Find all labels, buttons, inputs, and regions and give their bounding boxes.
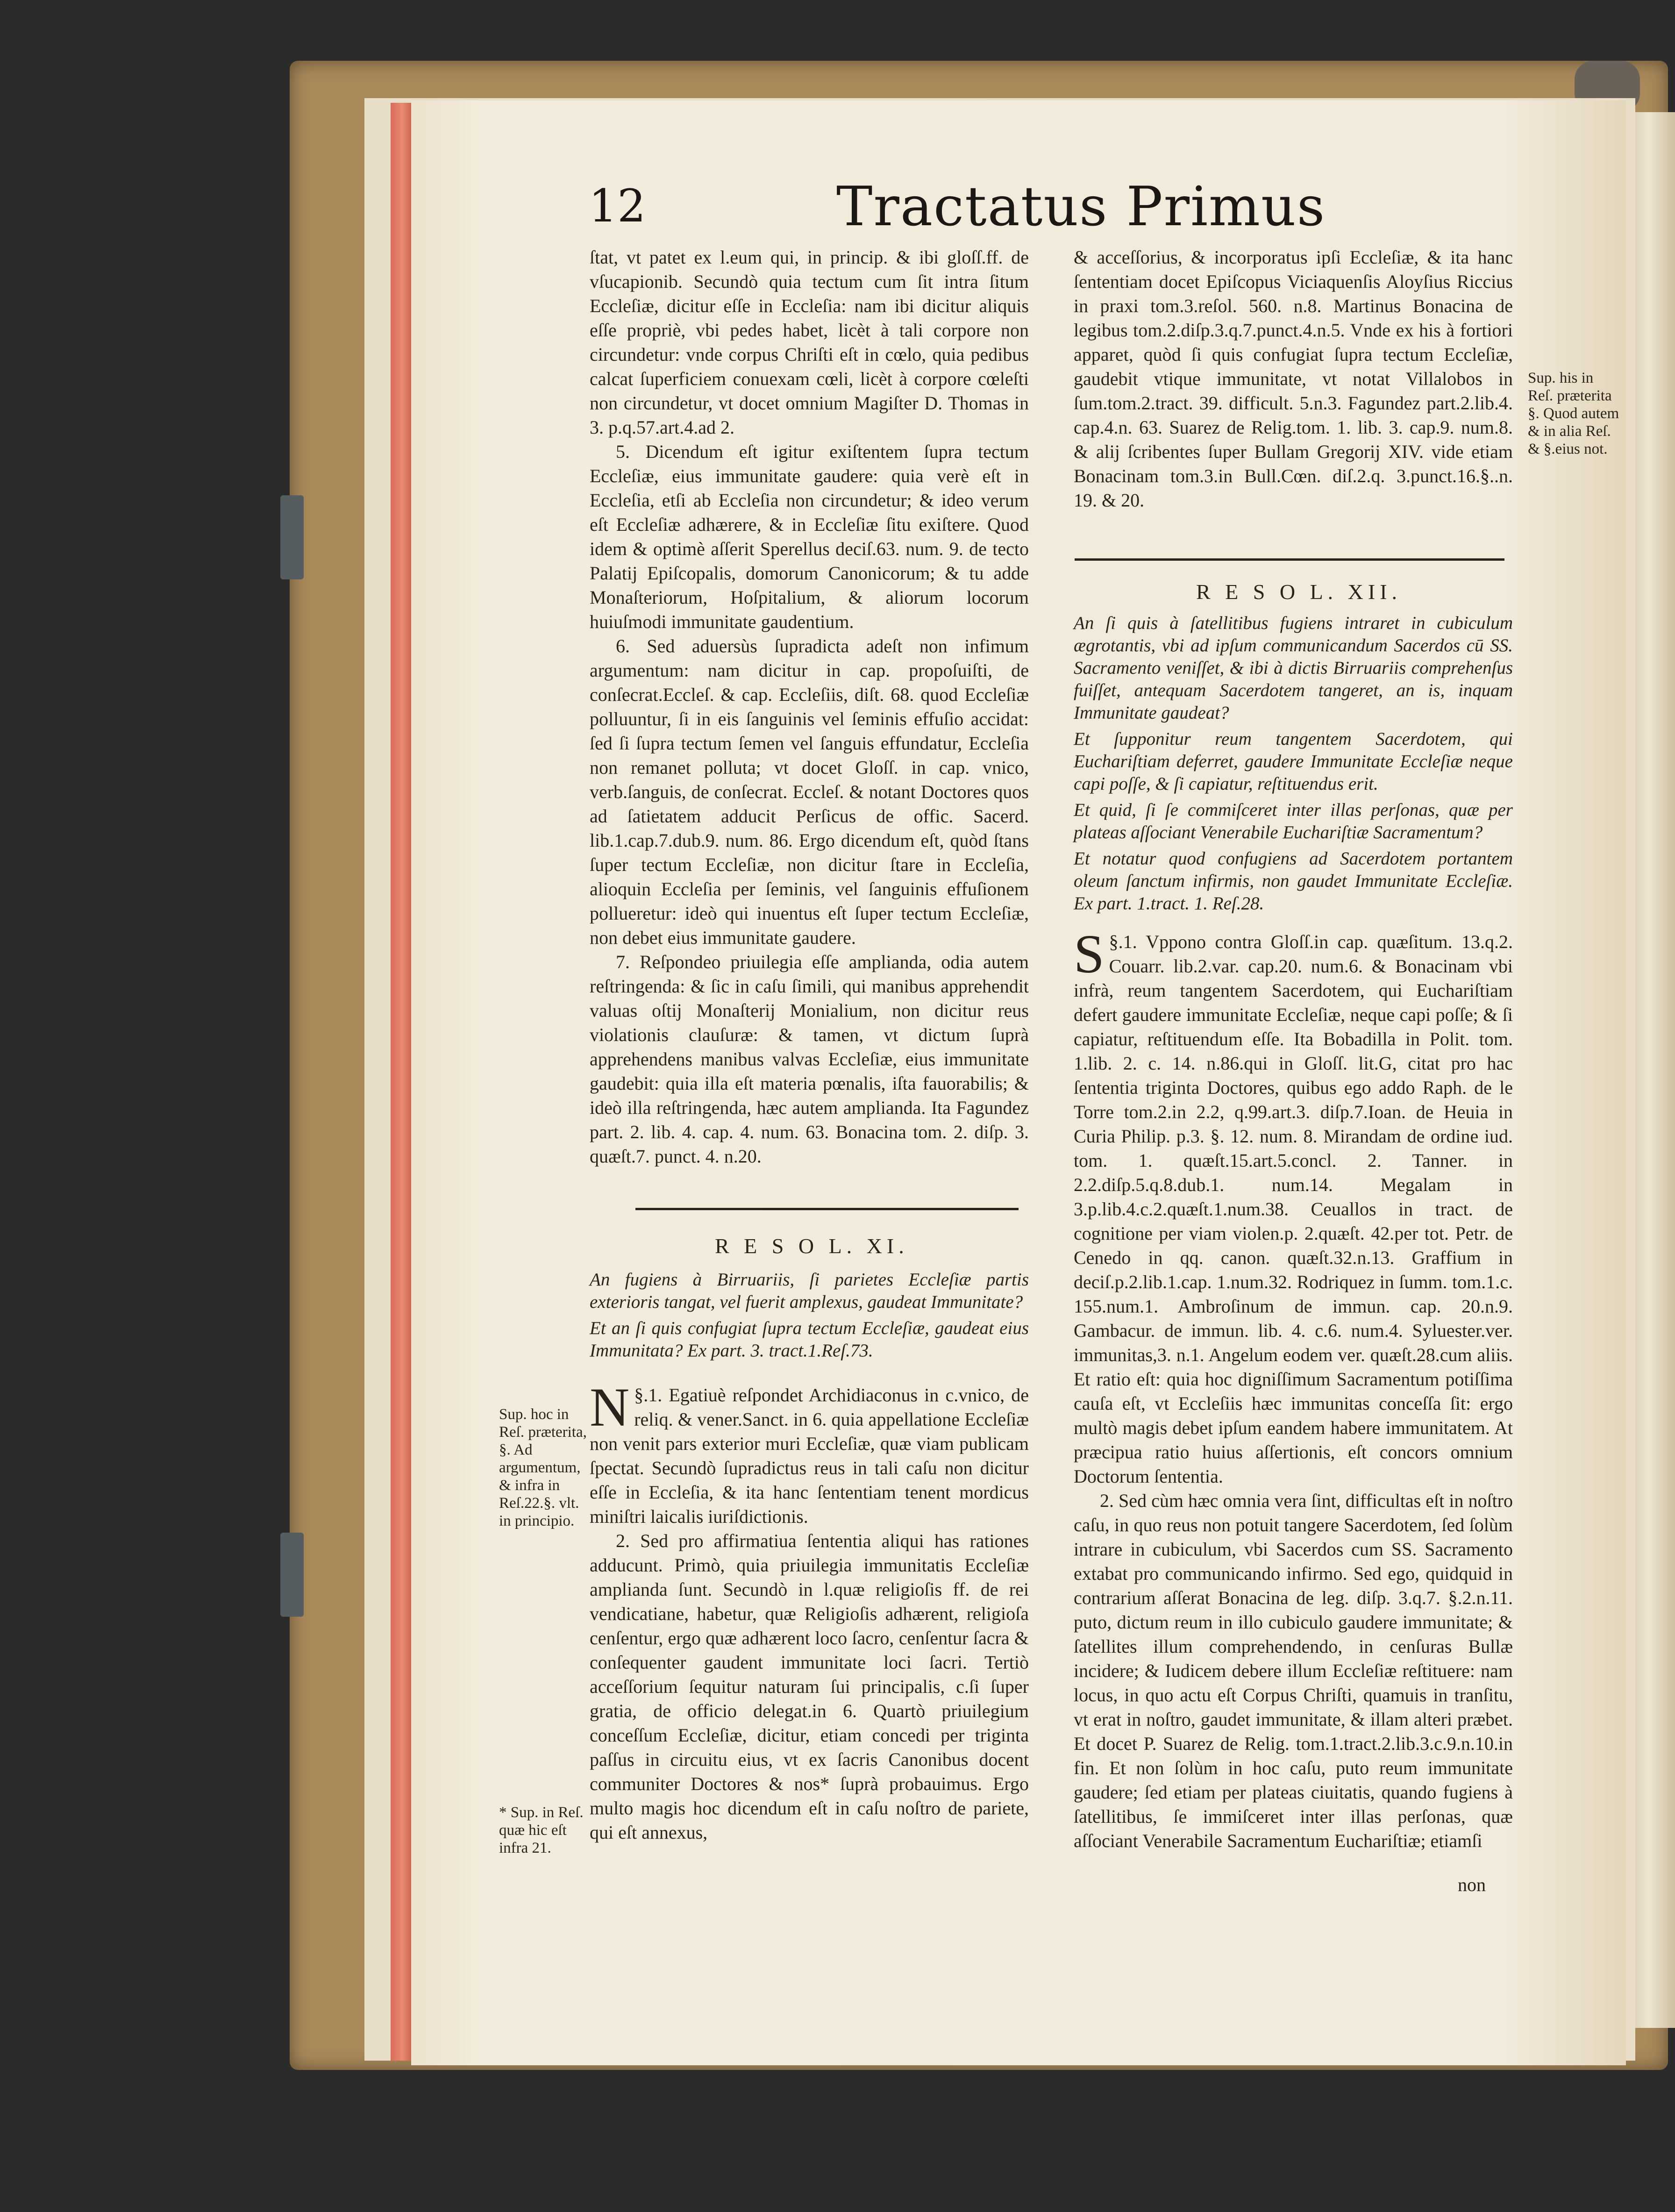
right-column-section <box>1074 923 1513 1853</box>
paragraph: 2. Sed cùm hæc omnia vera ſint, difficultas eſt in noſtro caſu, in quo reus non potuit tangere Sacerdotem, ſed ſolùm intrare in cubiculum, vbi Sacerdos cum SS. Sacramento extabat pro communicando infirmo. Sed ego, quidquid in contrarium aſſerat Bonacina de leg. diſp. 3.q.7. §.2.n.11. puto, dictum reum in illo cubiculo gaudere immunitate; & ſatellites illum comprehendendo, in cenſuras Bullæ incidere; & Iudicem debere illum Eccleſiæ reſtituere: nam locus, in quo actu eſt Corpus Chriſti, quamuis in tranſitu, vt erat in noſtro, gaudet immunitate, & illam alteri præbet. Et docet P. Suarez de Relig. tom.1.tract.2.lib.3.c.9.n.10.in fin. Et non ſolùm in hoc caſu, puto reum immunitate gaudere; ſed etiam per plateas ciuitatis, quando fugiens à ſatellitibus, ſe immiſceret inter illas perſonas, quæ aſſociant Venerabile Sacramentum Euchariſtiæ; etiamſi <box>1074 1490 1513 1851</box>
margin-note: Sup. hoc in Reſ. præterita, §. Ad argumentum, & infra in Reſ.22.§. vlt. in principio. <box>499 1406 587 1529</box>
left-column-text <box>590 245 1029 1169</box>
paragraph-text: §.1. Egatiuè reſpondet Archidiaconus in c.vnico, de reliq. & vener.Sanct. in 6. quia appellatione Eccleſiæ non venit pars exterior muri Eccleſiæ, quæ viam publicam ſpectat. Secundò ſupradictus reus in tali caſu non dicitur eſſe in Eccleſia, & ita hanc ſententiam tenent mordicus miniſtri laicalis iuriſdictionis. <box>590 1384 1029 1527</box>
resol-xii-questions <box>1074 612 1513 919</box>
left-column-section <box>590 1377 1029 1845</box>
paragraph: 2. Sed pro affirmatiua ſententia aliqui has rationes adducunt. Primò, quia priuilegia immunitatis Eccleſiæ amplianda ſunt. Secundò in l.quæ religioſis ff. de rei vendicatiane, habetur, quæ Religioſis adhærent, religioſa cenſentur, ergo quæ adhærent loco ſacro, cenſentur ſacra & conſequenter gaudent immunitate loci ſacri. Tertiò acceſſorium ſequitur naturam ſui principalis, c.ſi ſuper gratia, de officio delegat.in 6. Quartò priuilegium conceſſum Eccleſiæ, dicitur, etiam concedi per triginta paſſus in circuitu eius, vt ex ſacris Canonibus docent communiter Doctores & nos* ſuprà probauimus. Ergo multo magis hoc dicendum eſt in caſu noſtro de pariete, qui eſt annexus, <box>590 1530 1029 1843</box>
drop-cap: N <box>590 1377 630 1438</box>
question: Et notatur quod confugiens ad Sacerdotem portantem oleum ſanctum infirmis, non gaudet Immunitate Eccleſiæ. Ex part. 1.tract. 1. Reſ.28. <box>1074 849 1513 913</box>
page-number: 12 <box>589 180 646 232</box>
section-rule <box>1075 558 1504 561</box>
resol-heading-xi: R E S O L. XI. <box>715 1234 909 1258</box>
clasp-bottom <box>280 1533 304 1617</box>
red-page-edge <box>391 103 414 2061</box>
paragraph: 6. Sed aduersùs ſupradicta adeſt non infimum argumentum: nam dicitur in cap. propoſuiſti, de conſecrat.Eccleſ. & cap. Eccleſiis, diſt. 68. quod Eccleſiæ polluuntur, ſi in eis ſanguinis vel ſeminis effuſio accidat: ſed ſi ſupra tectum ſemen vel ſanguis effundatur, Eccleſia non remanet polluta; vt docet Gloſſ. in cap. vnico, verb.ſanguis, de conſecrat. Eccleſ. & notant Doctores quos ad ſatietatem adducit Perſicus de offic. Sacerd. lib.1.cap.7.dub.9. num. 86. Ergo dicendum eſt, quòd ſtans ſuper tectum Eccleſiæ, non dicitur ſtare in Eccleſia, alioquin Eccleſia per ſeminis, vel ſanguinis effuſionem pollueretur: ideò qui inuentus eſt ſuper tectum Eccleſiæ, non debet eius immunitate gaudere. <box>590 635 1029 948</box>
paragraph: & acceſſorius, & incorporatus ipſi Eccleſiæ, & ita hanc ſententiam docet Epiſcopus Viciaquenſis Aloyſius Riccius in praxi tom.3.reſol. 560. n.8. Martinus Bonacina de legibus tom.2.diſp.3.q.7.punct.4.n.5. Vnde ex his à fortiori apparet, quòd ſi quis confugiat ſupra tectum Eccleſiæ, gaudebit vtique immunitate, vt notat Villalobos in ſum.tom.2.tract. 39. difficult. 5.n.3. Fagundez part.2.lib.4. cap.4.n. 63. Suarez de Relig.tom. 1. lib. 3. cap.9. num.8. & alij ſcribentes ſuper Bullam Gregorij XIV. vide etiam Bonacinam tom.3.in Bull.Cœn. diſ.2.q. 3.punct.16.§..n. 19. & 20. <box>1074 247 1513 511</box>
running-head: Tractatus Primus <box>836 175 1326 238</box>
question: Et an ſi quis confugiat ſupra tectum Eccleſiæ, gaudeat eius Immunitata? Ex part. 3. tract.1.Reſ.73. <box>590 1318 1029 1361</box>
catchword: non <box>1458 1874 1486 1895</box>
question: Et ſupponitur reum tangentem Sacerdotem, qui Euchariſtiam deferret, gaudere Immunitate Eccleſiæ neque capi poſſe, & ſi capiatur, reſtituendus erit. <box>1074 729 1513 794</box>
paragraph-text: §.1. Vppono contra Gloſſ.in cap. quæſitum. 13.q.2. Couarr. lib.2.var. cap.20. num.6. & Bonacinam vbi infrà, reum tangentem Sacerdotem, qui Euchariſtiam defert gaudere immunitate Eccleſiæ, neque capi poſſe; & ſi capiatur, reſtituendum eſſe. Ita Bobadilla in Polit. tom. 1.lib. 2. c. 14. n.86.qui in Gloſſ. lit.G, citat pro hac ſententia triginta Doctores, quibus ego addo Raph. de le Torre tom.2.in 2.2, q.99.art.3. diſp.7.Ioan. de Heuia in Curia Philip. p.3. §. 12. num. 8. Mirandam de ordine iud. tom. 1. quæſt.15.art.5.concl. 2. Tanner. in 2.2.diſp.5.q.8.dub.1. num.14. Megalam in 3.p.lib.4.c.2.quæſt.1.num.38. Ceuallos in tract. de cognitione per viam violen.p. 2.quæſt. 42.per tot. Petr. de Cenedo in qq. canon. quæſt.32.n.13. Graffium in deciſ.p.2.lib.1.cap. 1.num.32. Rodriquez in ſumm. tom.1.c. 155.num.1. Ambroſinum de immun. cap. 20.n.9. Gambacur. de immun. lib. 4. c.6. num.4. Syluester.ver. immunitas,3. n.1. Angelum eodem ver. quæſt.28.cum aliis. Et ratio eſt: quia hoc digniſſimum Sacramentum potiſſima cauſa eſt, vt Eccleſiis hæc immunitas conceſſa ſit: ergo multò magis debet ipſum eandem habere immunitatem. At præcipua ratio huius aſſertionis, eſt concors omnium Doctorum ſententia. <box>1074 931 1513 1487</box>
paragraph <box>590 1377 1029 1529</box>
paragraph <box>1074 923 1513 1489</box>
margin-note: * Sup. in Reſ. quæ hic eſt infra 21. <box>499 1804 584 1856</box>
clasp-top <box>280 495 304 579</box>
facing-page-edge <box>1631 112 1675 2028</box>
margin-note: Sup. his in Reſ. præterita §. Quod autem & in alia Reſ. & §.eius not. <box>1528 370 1619 457</box>
paragraph: 5. Dicendum eſt igitur exiſtentem ſupra tectum Eccleſiæ, eius immunitate gaudere: quia verè eſt in Eccleſia, etſi ab Eccleſia non circundetur; & ideo verum eſt Eccleſiæ adhærere, & in Eccleſiæ ſitu exiſtere. Quod idem & optimè aſſerit Sperellus deciſ.63. num. 9. de tecto Palatij Epiſcopalis, domorum Canonicorum; & tu adde Monaſteriorum, Hoſpitalium, & aliorum locorum huiuſmodi immunitate gaudentium. <box>590 441 1029 632</box>
question: Et quid, ſi ſe commiſceret inter illas perſonas, quæ per plateas aſſociant Venerabile Euchariſtiæ Sacramentum? <box>1074 800 1513 842</box>
paragraph: 7. Reſpondeo priuilegia eſſe amplianda, odia autem reſtringenda: & ſic in caſu ſimili, qui manibus apprehendit valuas oſtij Monaſterij Monialium, non dicitur reus violationis clauſuræ: & tamen, vt dictum ſuprà apprehendens manibus valvas Eccleſiæ, eius immunitate gaudebit: quia illa eſt materia pœnalis, iſta fauorabilis; & ideò illa reſtringenda, hæc autem amplianda. Ita Fagundez part. 2. lib. 4. cap. 4. num. 63. Bonacina tom. 2. diſp. 3. quæſt.7. punct. 4. n.20. <box>590 951 1029 1167</box>
section-rule <box>635 1208 1019 1210</box>
question: An ſi quis à ſatellitibus fugiens intraret in cubiculum ægrotantis, vbi ad ipſum communicandum Sacerdos cū SS. Sacramento veniſſet, & ibi à dictis Birruariis comprehenſus fuiſſet, antequam Sacerdotem tangeret, an is, inquam Immunitate gaudeat? <box>1074 613 1513 723</box>
resol-xi-questions <box>590 1269 1029 1366</box>
paragraph: ſtat, vt patet ex l.eum qui, in princip. & ibi gloſſ.ff. de vſucapionib. Secundò quia tectum cum ſit intra ſitum Eccleſiæ, dicitur eſſe in Eccleſia: nam ibi dicitur aliquis eſſe propriè, vbi pedes habet, licèt à tali corpore non circundetur: vnde corpus Chriſti eſt in cœlo, quia pedibus calcat ſuperficiem conuexam cœli, licèt à corpore cœleſti non circundetur, vt docet omnium Magiſter D. Thomas in 3. p.q.57.art.4.ad 2. <box>590 247 1029 438</box>
question: An fugiens à Birruariis, ſi parietes Eccleſiæ partis exterioris tangat, vel fuerit amplexus, gaudeat Immunitate? <box>590 1270 1029 1312</box>
drop-cap: S <box>1074 923 1105 985</box>
right-column-text <box>1074 245 1513 513</box>
resol-heading-xii: R E S O L. XII. <box>1196 580 1402 604</box>
